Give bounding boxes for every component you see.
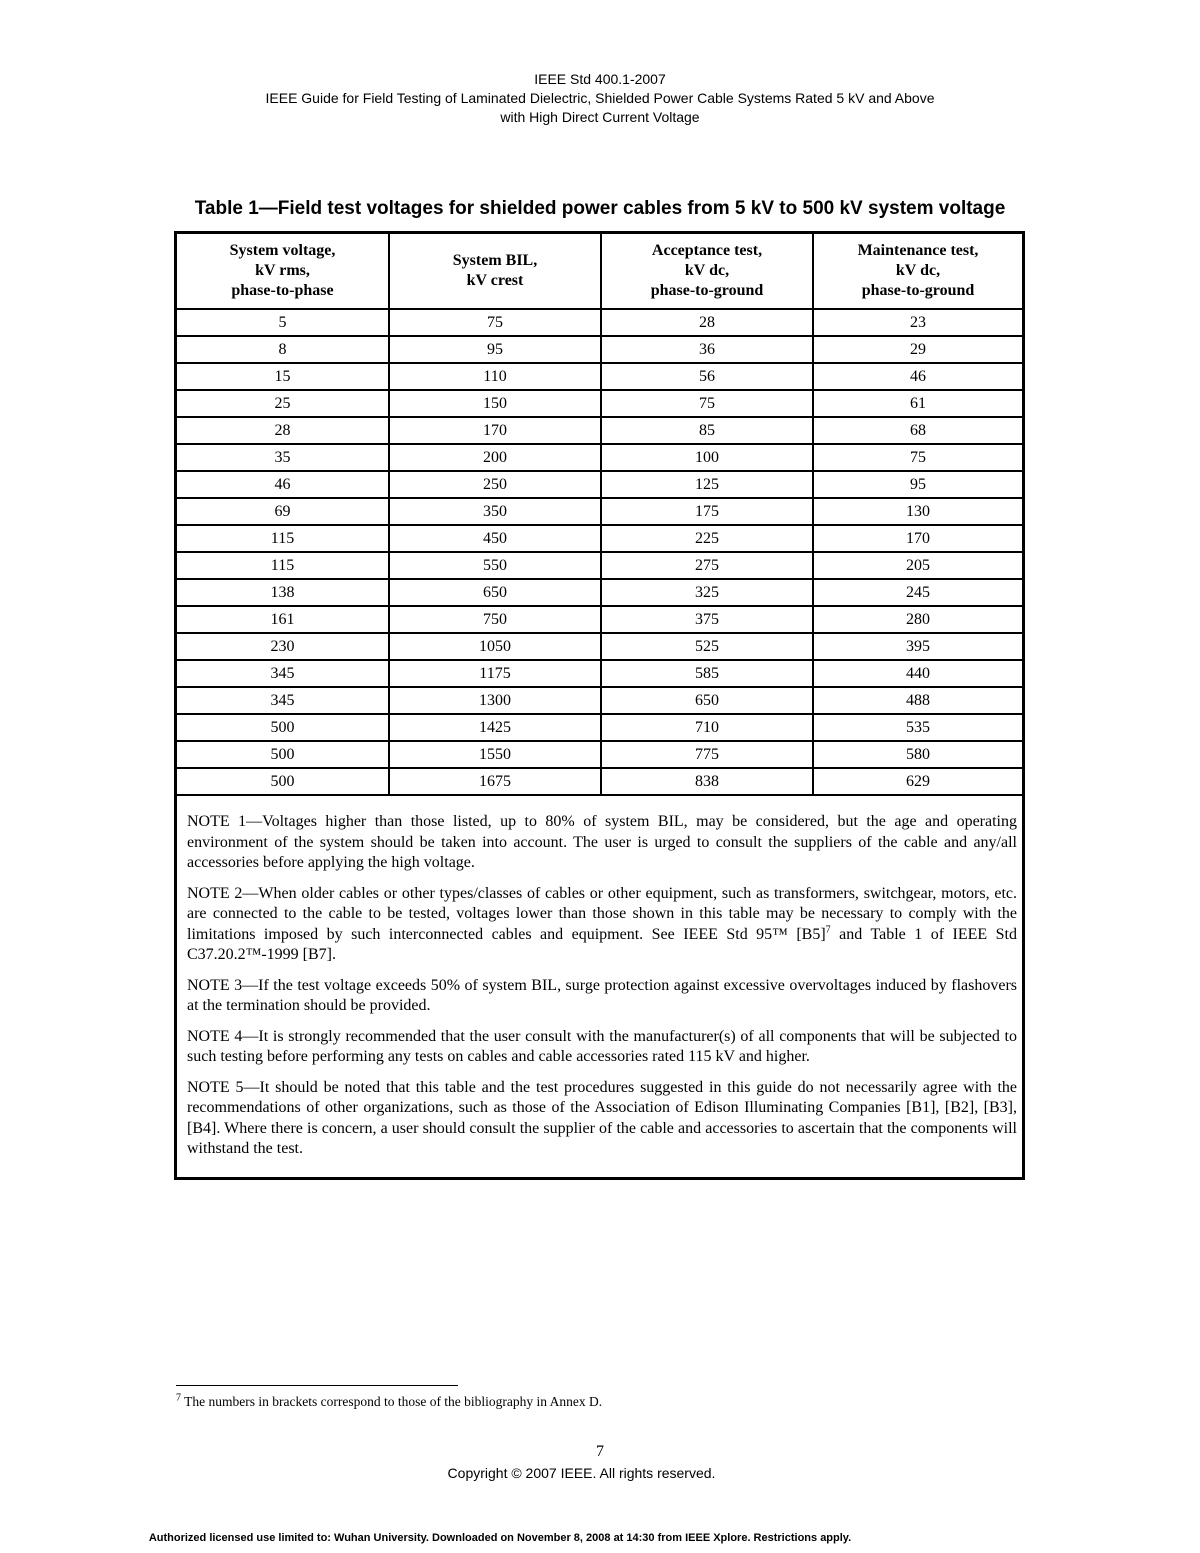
table-cell: 28 [177, 417, 389, 444]
table-row [177, 579, 1022, 606]
table-cell: 5 [177, 309, 389, 336]
table-cell: 525 [601, 633, 813, 660]
table-cell: 488 [813, 687, 1022, 714]
table-title: Table 1—Field test voltages for shielded power cables from 5 kV to 500 kV system voltage [194, 198, 1006, 219]
table-cell: 25 [177, 390, 389, 417]
document-title-line1: IEEE Guide for Field Testing of Laminated Dielectric, Shielded Power Cable Systems Rated 5 kV and Above [265, 90, 935, 106]
table-cell: 580 [813, 741, 1022, 768]
table-row [177, 768, 1022, 795]
table-cell: 200 [389, 444, 601, 471]
table-cell: 170 [389, 417, 601, 444]
table-cell: 250 [389, 471, 601, 498]
table-cell: 68 [813, 417, 1022, 444]
table-cell: 325 [601, 579, 813, 606]
table-cell: 650 [389, 579, 601, 606]
table-cell: 345 [177, 660, 389, 687]
table-cell: 170 [813, 525, 1022, 552]
page-number: 7 [596, 1443, 604, 1460]
table-cell: 15 [177, 363, 389, 390]
table-cell: 450 [389, 525, 601, 552]
table-cell: 36 [601, 336, 813, 363]
table-cell: 629 [813, 768, 1022, 795]
table-cell: 1300 [389, 687, 601, 714]
table-cell: 535 [813, 714, 1022, 741]
column-header-acceptance-test: Acceptance test, kV dc, phase-to-ground [601, 234, 813, 309]
copyright-notice: Copyright © 2007 IEEE. All rights reserved. [447, 1465, 716, 1481]
table-cell: 29 [813, 336, 1022, 363]
table-cell: 500 [177, 714, 389, 741]
table-cell: 1050 [389, 633, 601, 660]
table-row [177, 606, 1022, 633]
table-cell: 205 [813, 552, 1022, 579]
table-cell: 345 [177, 687, 389, 714]
authorization-notice: Authorized licensed use limited to: Wuhan University. Downloaded on November 8, 2008 at 14:30 from IEEE Xplore. Restrictions apply. [148, 1532, 852, 1544]
table-cell: 150 [389, 390, 601, 417]
table-cell: 46 [813, 363, 1022, 390]
data-table [177, 234, 1022, 796]
table-row [177, 363, 1022, 390]
table-cell: 69 [177, 498, 389, 525]
note-1: NOTE 1—Voltages higher than those listed, up to 80% of system BIL, may be considered, but the age and operating environment of the system should be taken into account. The user is urged to consult the suppliers of the cable and any/all accessories before applying the high voltage. [187, 813, 1017, 871]
table-row [177, 390, 1022, 417]
document-title-line2: with High Direct Current Voltage [500, 109, 700, 125]
table-cell: 775 [601, 741, 813, 768]
table-cell: 61 [813, 390, 1022, 417]
table-cell: 115 [177, 525, 389, 552]
table-cell: 56 [601, 363, 813, 390]
table-cell: 500 [177, 741, 389, 768]
table-cell: 95 [389, 336, 601, 363]
table-cell: 230 [177, 633, 389, 660]
note-3: NOTE 3—If the test voltage exceeds 50% of system BIL, surge protection against excessive overvoltages induced by flashovers at the termination should be provided. [187, 976, 1017, 1014]
table-cell: 1175 [389, 660, 601, 687]
footnote-text: The numbers in brackets correspond to those of the bibliography in Annex D. [181, 1394, 603, 1409]
note-5: NOTE 5—It should be noted that this table and the test procedures suggested in this guide do not necessarily agree with the recommendations of other organizations, such as those of the Association of Edison Illuminating Companies [B1], [B2], [B3], [B4]. Where there is concern, a user should consult the supplier of the cable and accessories to ascertain that the components will withstand the test. [187, 1078, 1017, 1157]
table-cell: 8 [177, 336, 389, 363]
table-row [177, 714, 1022, 741]
table-cell: 95 [813, 471, 1022, 498]
table-row [177, 444, 1022, 471]
table-cell: 350 [389, 498, 601, 525]
note-4: NOTE 4—It is strongly recommended that the user consult with the manufacturer(s) of all components that will be subjected to such testing before performing any tests on cables and cable accessories rated 115 kV and higher. [187, 1027, 1017, 1065]
table-cell: 245 [813, 579, 1022, 606]
table-row [177, 471, 1022, 498]
footnote [176, 1394, 602, 1410]
table-cell: 440 [813, 660, 1022, 687]
table-cell: 138 [177, 579, 389, 606]
column-header-system-bil: System BIL, kV crest [389, 234, 601, 309]
table-cell: 75 [601, 390, 813, 417]
table-row [177, 660, 1022, 687]
table-row [177, 309, 1022, 336]
table-cell: 75 [813, 444, 1022, 471]
table-cell: 115 [177, 552, 389, 579]
table-cell: 1675 [389, 768, 601, 795]
table-cell: 110 [389, 363, 601, 390]
table-cell: 125 [601, 471, 813, 498]
table-cell: 75 [389, 309, 601, 336]
table-cell: 23 [813, 309, 1022, 336]
table-row [177, 741, 1022, 768]
note-2: NOTE 2—When older cables or other types/classes of cables or other equipment, such as transformers, switchgear, motors, etc. are connected to the cable to be tested, voltages lower than those shown in this table may be necessary to comply with the limitations imposed by such interconnected cables and equipment. See IEEE Std 95™ $[B5]^7$ and Table 1 of IEEE Std C37.20.2™-1999 [B7]. [187, 884, 1018, 963]
table-cell: 838 [601, 768, 813, 795]
table-cell: 225 [601, 525, 813, 552]
table-cell: 100 [601, 444, 813, 471]
table-cell: 395 [813, 633, 1022, 660]
table-row [177, 336, 1022, 363]
table-cell: 1550 [389, 741, 601, 768]
table-row [177, 633, 1022, 660]
table-cell: 175 [601, 498, 813, 525]
table-cell: 280 [813, 606, 1022, 633]
footnote-divider [176, 1385, 458, 1386]
table-row [177, 498, 1022, 525]
table-cell: 710 [601, 714, 813, 741]
footnote-marker: 7 [176, 1392, 181, 1404]
table-header-row [177, 234, 1022, 309]
table-cell: 375 [601, 606, 813, 633]
table-cell: 35 [177, 444, 389, 471]
table-cell: 161 [177, 606, 389, 633]
standard-number: IEEE Std 400.1-2007 [534, 71, 666, 87]
table-cell: 585 [601, 660, 813, 687]
table-cell: 1425 [389, 714, 601, 741]
table-cell: 275 [601, 552, 813, 579]
table-row [177, 552, 1022, 579]
table-cell: 130 [813, 498, 1022, 525]
table-cell: 750 [389, 606, 601, 633]
table-cell: 650 [601, 687, 813, 714]
column-header-maintenance-test: Maintenance test, kV dc, phase-to-ground [813, 234, 1022, 309]
table-cell: 550 [389, 552, 601, 579]
table-cell: 46 [177, 471, 389, 498]
table-cell: 500 [177, 768, 389, 795]
table-notes [187, 812, 1017, 1170]
column-header-system-voltage: System voltage, kV rms, phase-to-phase [177, 234, 389, 309]
footnote-reference: 7 [825, 924, 831, 936]
test-voltage-table [174, 231, 1025, 1180]
table-row [177, 525, 1022, 552]
table-row [177, 417, 1022, 444]
table-cell: 85 [601, 417, 813, 444]
table-row [177, 687, 1022, 714]
running-header [0, 70, 1200, 127]
table-cell: 28 [601, 309, 813, 336]
